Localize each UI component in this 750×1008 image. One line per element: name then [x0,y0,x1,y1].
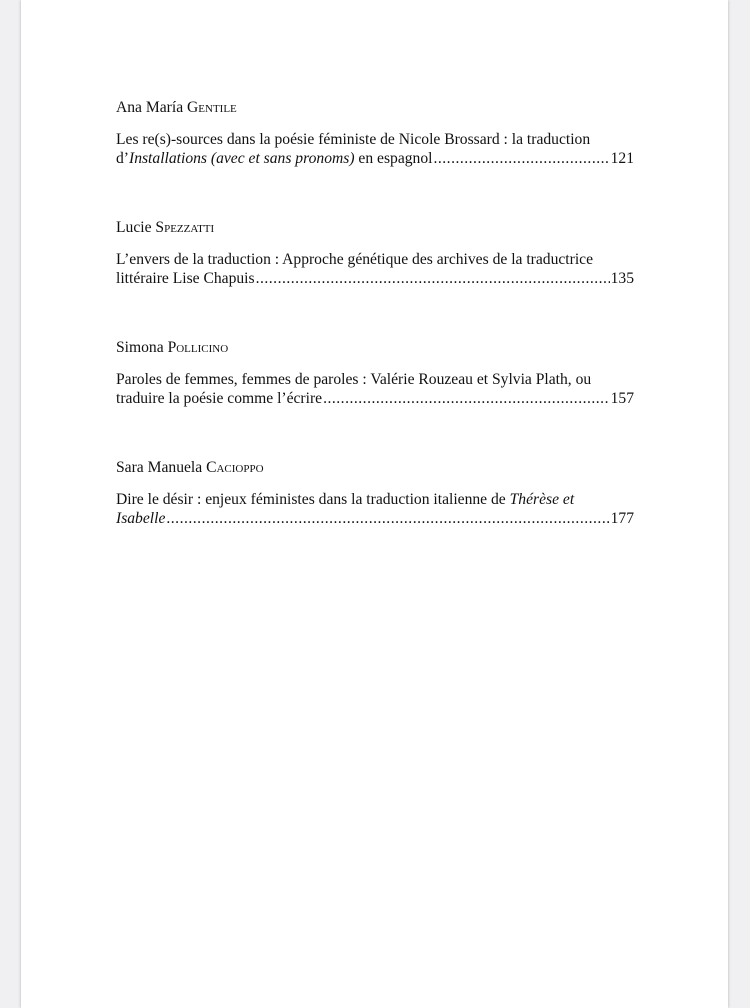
title-line-end: littéraire Lise Chapuis [116,270,255,287]
title-suffix: en espagnol [354,150,433,167]
title-line-end: Isabelle [116,510,166,527]
dot-leader [433,149,609,168]
title-line: L’envers de la traduction : Approche génétique des archives de la traductrice [116,251,594,268]
chapter-title [116,250,634,288]
title-leader-line [116,149,634,168]
author-first-name: Lucie [116,219,152,236]
chapter-title [116,130,634,168]
title-prefix: d’ [116,150,129,167]
toc-entry [116,98,634,168]
author-name [116,458,634,477]
document-page [21,0,728,1008]
title-leader-line [116,269,634,288]
toc-entry [116,458,634,528]
author-first-name: Ana María [116,99,184,116]
dot-leader [256,269,610,288]
toc-entry [116,218,634,288]
title-line-end [116,149,432,168]
chapter-title [116,370,634,408]
title-leader-line [116,509,634,528]
page-number: 177 [610,510,634,527]
title-line: Les re(s)-sources dans la poésie féministe de Nicole Brossard : la traduction [116,131,591,148]
author-first-name: Simona [116,339,164,356]
title-line [116,490,634,509]
author-name [116,98,634,117]
toc-entry [116,338,634,408]
author-last-name: Gentile [187,99,237,116]
table-of-contents [116,98,634,578]
author-last-name: Pollicino [167,339,229,356]
dot-leader [323,389,610,408]
author-name [116,338,634,357]
title-line-end: traduire la poésie comme l’écrire [116,390,323,407]
dot-leader [166,509,609,528]
author-last-name: Spezzatti [155,219,215,236]
chapter-title [116,490,634,528]
title-leader-line [116,389,634,408]
title-italic: Installations (avec et sans pronoms) [129,150,355,167]
page-number: 157 [610,390,634,407]
page-number: 135 [610,270,634,287]
title-italic: Thérèse et [509,491,575,508]
title-line: Paroles de femmes, femmes de paroles : Valérie Rouzeau et Sylvia Plath, ou [116,371,592,388]
page-number: 121 [610,150,634,167]
title-prefix: Dire le désir : enjeux féministes dans la traduction italienne de [116,491,510,508]
author-first-name: Sara Manuela [116,459,203,476]
author-last-name: Cacioppo [206,459,264,476]
author-name [116,218,634,237]
